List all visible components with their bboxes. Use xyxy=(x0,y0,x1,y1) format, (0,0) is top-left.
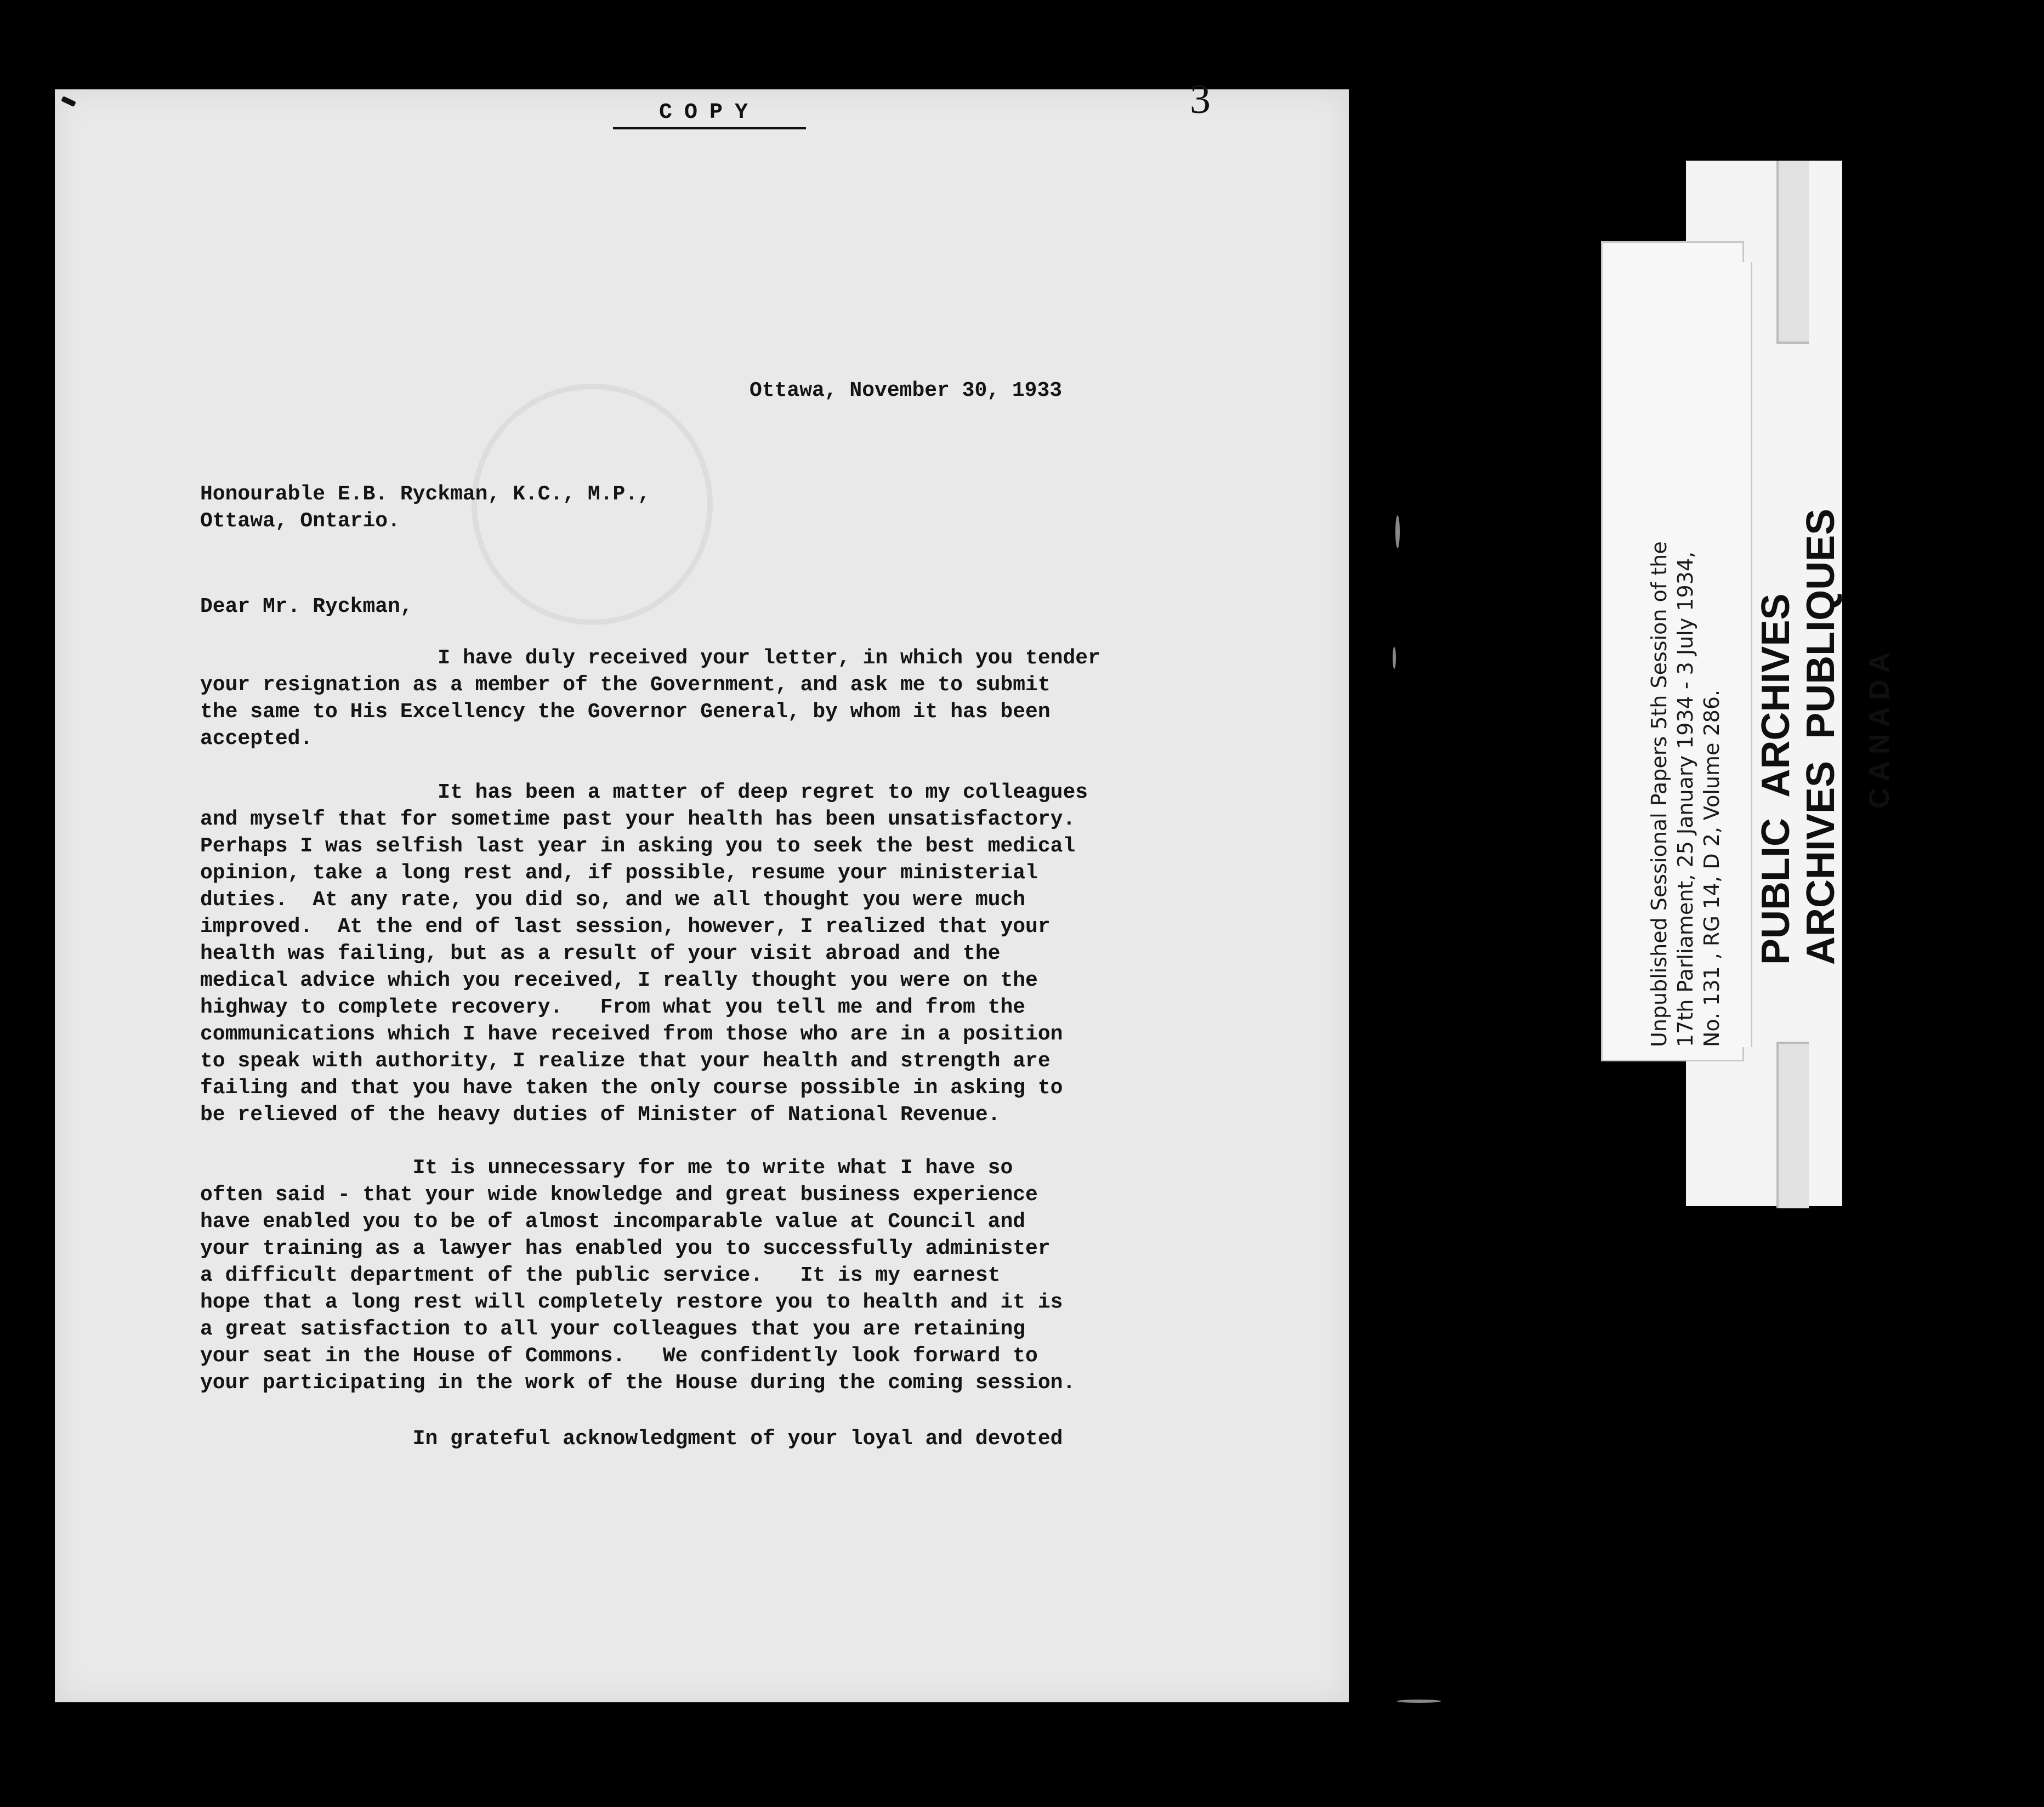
letter-line: hope that a long rest will completely restore you to health and it is xyxy=(200,1291,1063,1314)
letter-line: to speak with authority, I realize that your health and strength are xyxy=(200,1049,1051,1073)
reference-line: Unpublished Sessional Papers 5th Session of the xyxy=(1647,541,1671,1047)
letter-line: your participating in the work of the House during the coming session. xyxy=(200,1371,1076,1395)
letter-line: your training as a lawyer has enabled you to successfully administer xyxy=(200,1237,1051,1260)
letter-line: In grateful acknowledgment of your loyal and devoted xyxy=(200,1427,1063,1451)
letter-line: accepted. xyxy=(200,727,313,751)
letter-line: your seat in the House of Commons. We confidently look forward to xyxy=(200,1344,1038,1368)
archives-line-english: PUBLIC ARCHIVES xyxy=(1754,593,1798,965)
letter-line: duties. At any rate, you did so, and we all thought you were much xyxy=(200,888,1026,912)
paragraph-2 xyxy=(200,779,1088,1128)
archives-line-french: ARCHIVES PUBLIQUES xyxy=(1799,508,1843,965)
reference-text xyxy=(1646,541,1725,1047)
label-notch-top xyxy=(1776,161,1809,344)
archives-country: CANADA xyxy=(1864,645,1895,809)
letter-line: Perhaps I was selfish last year in asking you to seek the best medical xyxy=(200,834,1076,858)
page-number: 3 xyxy=(1190,76,1211,122)
reference-line: No. 131 , RG 14, D 2, Volume 286. xyxy=(1700,689,1724,1047)
letter-line: medical advice which you received, I really thought you were on the xyxy=(200,969,1038,992)
letter-line: be relieved of the heavy duties of Minister of National Revenue. xyxy=(200,1103,1001,1127)
label-notch-bottom xyxy=(1776,1042,1809,1208)
letter-line: communications which I have received from those who are in a position xyxy=(200,1022,1063,1046)
letter-line: a difficult department of the public service. It is my earnest xyxy=(200,1264,1001,1287)
paragraph-1 xyxy=(200,645,1100,752)
letter-line: opinion, take a long rest and, if possible, resume your ministerial xyxy=(200,861,1038,885)
letter-line: have enabled you to be of almost incomparable value at Council and xyxy=(200,1210,1026,1234)
recipient-address xyxy=(200,481,650,535)
letter-line: and myself that for sometime past your health has been unsatisfactory. xyxy=(200,808,1076,831)
scan-speck xyxy=(1397,1700,1441,1703)
scan-speck xyxy=(1395,515,1400,548)
letter-line: health was failing, but as a result of your visit abroad and the xyxy=(200,942,1001,965)
paragraph-3 xyxy=(200,1155,1075,1396)
letter-line: your resignation as a member of the Government, and ask me to submit xyxy=(200,673,1051,697)
recipient-line: Ottawa, Ontario. xyxy=(200,509,400,533)
letter-date: Ottawa, November 30, 1933 xyxy=(750,379,1063,402)
letter-line: It has been a matter of deep regret to my colleagues xyxy=(200,781,1088,804)
letter-line: highway to complete recovery. From what you tell me and from the xyxy=(200,996,1026,1019)
recipient-line: Honourable E.B. Ryckman, K.C., M.P., xyxy=(200,482,650,506)
archives-title xyxy=(1753,509,1843,965)
reference-label-tab xyxy=(1735,262,1752,1047)
letter-line: failing and that you have taken the only course possible in asking to xyxy=(200,1076,1063,1100)
copy-heading: COPY xyxy=(613,100,806,129)
letter-line: often said - that your wide knowledge and great business experience xyxy=(200,1183,1038,1207)
scan-speck xyxy=(1393,647,1396,669)
salutation: Dear Mr. Ryckman, xyxy=(200,595,413,618)
letter-line: I have duly received your letter, in which you tender xyxy=(200,646,1100,670)
paragraph-4 xyxy=(200,1425,1063,1452)
letter-line: improved. At the end of last session, however, I realized that your xyxy=(200,915,1051,939)
letter-line: the same to His Excellency the Governor General, by whom it has been xyxy=(200,700,1051,724)
letter-line: It is unnecessary for me to write what I have so xyxy=(200,1156,1013,1180)
letter-line: a great satisfaction to all your colleagues that you are retaining xyxy=(200,1317,1026,1341)
reference-line: 17th Parliament, 25 January 1934 - 3 July 1934, xyxy=(1673,551,1697,1047)
